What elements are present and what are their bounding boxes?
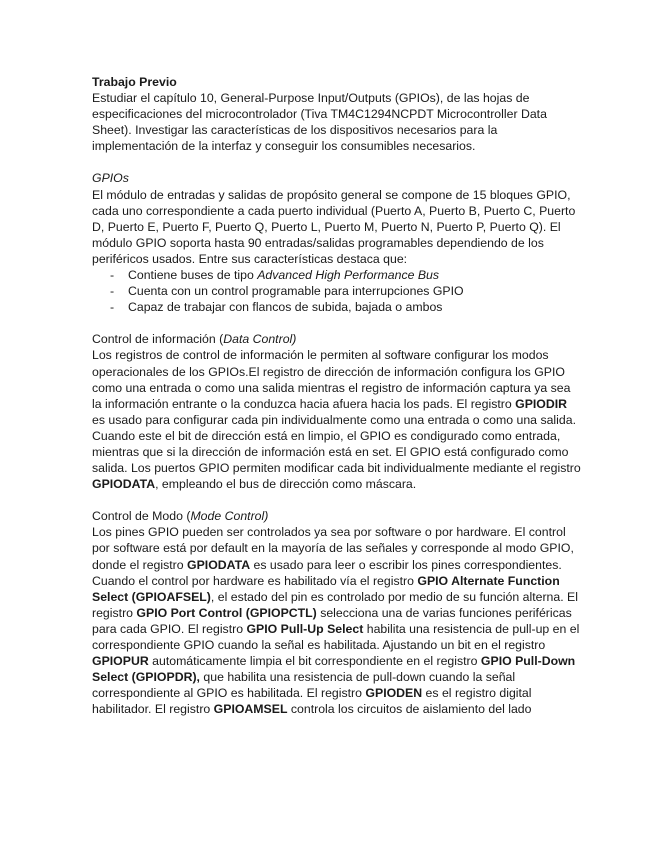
gpios-heading: GPIOs [92,171,129,186]
mode-control-body: Los pines GPIO pueden ser controlados ya sea por software o por hardware. El control por software está por default en la mayoría de las señales y corresponde al modo GPIO, donde el registro GPIODATA es usado para leer o escribir los pines correspondientes. Cuando el control por hardware es habilitado vía el registro GPIO Alternate Function Select (GPIOAFSEL), el estado del pin es controlado por medio de su función alterna. El registro GPIO Port Control (GPIOPCTL) selecciona una de varias funciones periféricas para cada GPIO. El registro GPIO Pull-Up Select habilita una resistencia de pull-up en el correspondiente GPIO cuando la señal es habilitada. Ajustando un bit en el registro GPIOPUR automáticamente limpia el bit correspondiente en el registro GPIO Pull-Down Select (GPIOPDR), que habilita una resistencia de pull-down cuando la señal correspondiente al GPIO es habilitada. El registro GPIODEN es el registro digital habilitador. El registro GPIOAMSEL controla los circuitos de aislamiento del lado [92,525,580,717]
trabajo-previo-title: Trabajo Previo [92,75,177,89]
data-control-heading: Control de información (Data Control) [92,332,297,347]
data-control-body: Los registros de control de información le permiten al software configurar los modos operacionales de los GPIOs.El registro de dirección de información configura los GPIO como una entrada o como una salida mientras el registro de información captura ya sea la información entrante o la conduzca hacia afuera hacia los pads. El registro GPIODIR es usado para configurar cada pin individualmente como una entrada o como una salida. Cuando este el bit de dirección está en limpio, el GPIO es condigurado como entrada, mientras que si la dirección de información está en set. El GPIO está configurado como salida. Los puertos GPIO permiten modificar cada bit individualmente mediante el registro GPIODATA, empleando el bus de dirección como máscara. [92,348,581,492]
gpios-body: El módulo de entradas y salidas de propósito general se compone de 15 bloques GPIO, cada uno correspondiente a cada puerto individual (Puerto A, Puerto B, Puerto C, Puerto D, Puerto E, Puerto F, Puerto Q, Puerto L, Puerto M, Puerto N, Puerto P, Puerto Q). El módulo GPIO soporta hasta 90 entradas/salidas programables dependiendo de los periféricos usados. Entre sus características destaca que: [92,187,576,266]
list-item: - Contiene buses de tipo Advanced High Performance Bus [110,268,440,283]
gpios-feature-list [92,267,582,315]
document-content [92,74,582,717]
list-item: - Capaz de trabajar con flancos de subida, bajada o ambos [110,300,443,315]
mode-control-heading: Control de Modo (Mode Control) [92,509,269,524]
trabajo-previo-body: Estudiar el capítulo 10, General-Purpose Input/Outputs (GPIOs), de las hojas de especificaciones del microcontrolador (Tiva TM4C1294NCPDT Microcontroller Data Sheet). Investigar las características de los dispositivos necesarios para la implementación de la interfaz y conseguir los consumibles necesarios. [92,91,547,154]
list-item: - Cuenta con un control programable para interrupciones GPIO [110,284,464,299]
